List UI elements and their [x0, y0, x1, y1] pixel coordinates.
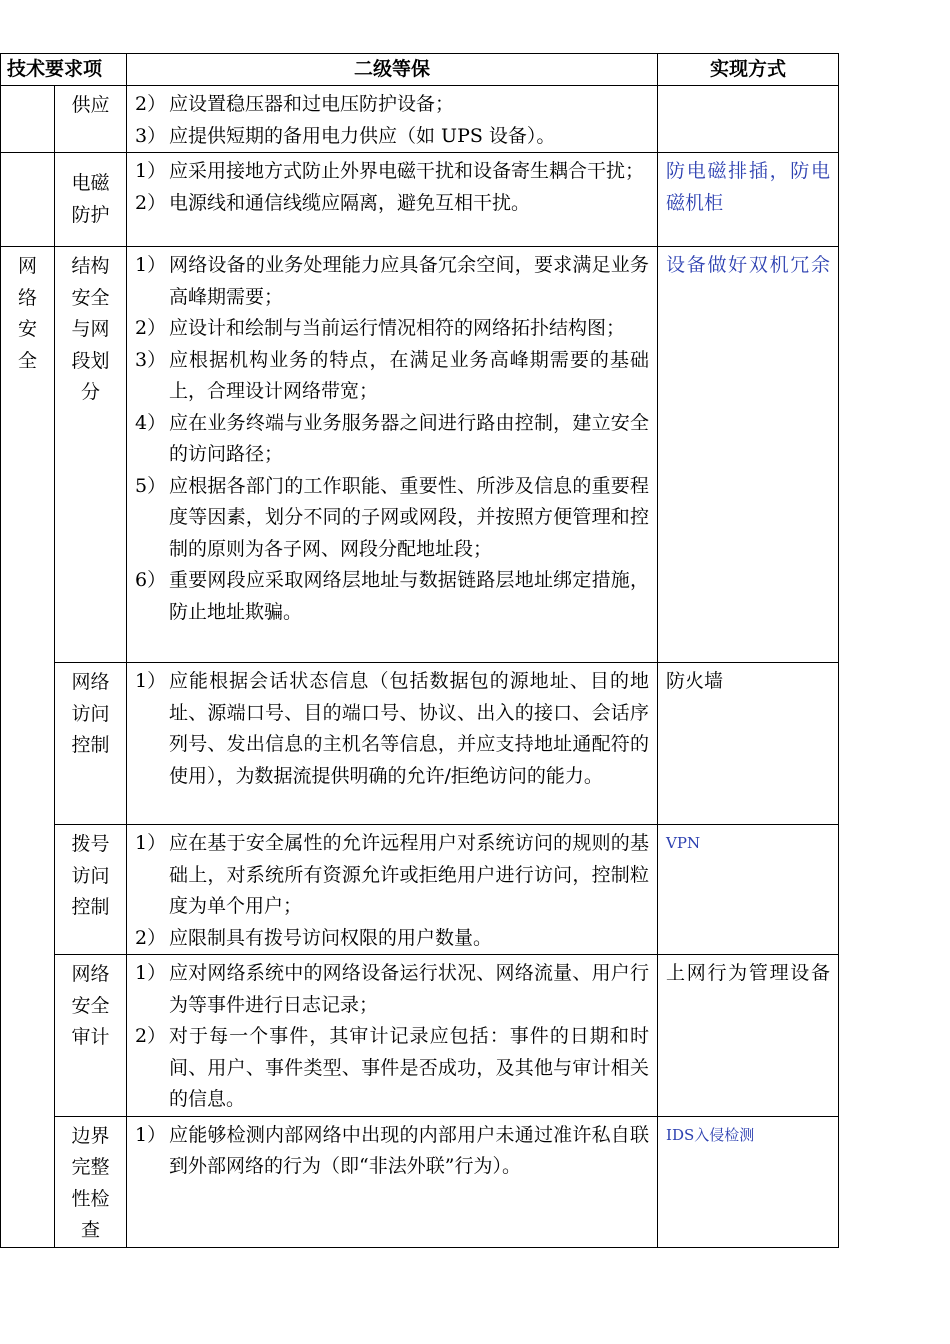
list-item: 6） 重要网段应采取网络层地址与数据链路层地址绑定措施，防止地址欺骗。: [135, 569, 650, 623]
implementation-cell: 防电磁排插，防电磁机柜: [658, 153, 839, 247]
requirements-cell: [127, 1116, 658, 1247]
list-item: 4） 应在业务终端与业务服务器之间进行路由控制，建立安全的访问路径；: [135, 411, 650, 465]
list-item: 1） 网络设备的业务处理能力应具备冗余空间，要求满足业务高峰期需要；: [135, 254, 650, 308]
implementation-cell: 防火墙: [658, 663, 839, 825]
implementation-cell: 上网行为管理设备: [658, 955, 839, 1117]
list-item: 2） 应限制具有拨号访问权限的用户数量。: [135, 926, 493, 949]
requirements-cell: [127, 247, 658, 663]
category-cell-empty: [1, 153, 55, 247]
header-implementation: 实现方式: [658, 54, 839, 86]
list-item: 2） 应设置稳压器和过电压防护设备；: [135, 93, 455, 115]
list-item: 2） 电源线和通信线缆应隔离，避免互相干扰。: [135, 191, 531, 214]
sub-item-cell: 拨号访问控制: [55, 825, 127, 955]
list-item: 3） 应根据机构业务的特点，在满足业务高峰期需要的基础上，合理设计网络带宽；: [135, 348, 650, 402]
list-item: 2） 应设计和绘制与当前运行情况相符的网络拓扑结构图；: [135, 317, 626, 339]
table-header-row: [1, 54, 839, 86]
sub-item-cell: 网络安全审计: [55, 955, 127, 1117]
table-row: [1, 247, 839, 663]
category-label: 网络安全: [18, 255, 38, 372]
requirements-table: [0, 53, 839, 1248]
implementation-cell: VPN: [658, 825, 839, 955]
table-row: [1, 1116, 839, 1247]
sub-item-cell: 供应: [55, 86, 127, 153]
header-level2: 二级等保: [127, 54, 658, 86]
list-item: 3） 应提供短期的备用电力供应（如 UPS 设备）。: [135, 124, 556, 147]
header-requirement: 技术要求项: [1, 54, 127, 86]
requirements-cell: [127, 86, 658, 153]
list-item: 2） 对于每一个事件，其审计记录应包括：事件的日期和时间、用户、事件类型、事件是否成功，及其他与审计相关的信息。: [135, 1025, 650, 1110]
list-item: 1） 应能够检测内部网络中出现的内部用户未通过准许私自联到外部网络的行为（即“非法外联”行为）。: [135, 1123, 650, 1177]
list-item: 1） 应采用接地方式防止外界电磁干扰和设备寄生耦合干扰；: [135, 160, 645, 182]
requirements-cell: [127, 153, 658, 247]
sub-item-cell: 网络访问控制: [55, 663, 127, 825]
implementation-cell: 设备做好双机冗余: [658, 247, 839, 663]
category-cell-empty: [1, 86, 55, 153]
category-cell: [1, 247, 55, 1248]
list-item: 1） 应对网络系统中的网络设备运行状况、网络流量、用户行为等事件进行日志记录；: [135, 962, 650, 1016]
table-row: [1, 86, 839, 153]
table-row: [1, 153, 839, 247]
sub-item-cell: 结构安全与网段划分: [55, 247, 127, 663]
sub-item-cell: 边界完整性检查: [55, 1116, 127, 1247]
list-item: 5） 应根据各部门的工作职能、重要性、所涉及信息的重要程度等因素，划分不同的子网或网段，并按照方便管理和控制的原则为各子网、网段分配地址段；: [135, 474, 650, 560]
implementation-cell: IDS入侵检测: [658, 1116, 839, 1247]
table-row: [1, 663, 839, 825]
implementation-cell: [658, 86, 839, 153]
list-item: 1） 应在基于安全属性的允许远程用户对系统访问的规则的基础上，对系统所有资源允许或拒绝用户进行访问，控制粒度为单个用户；: [135, 832, 650, 917]
table-row: [1, 825, 839, 955]
table-row: [1, 955, 839, 1117]
requirements-cell: [127, 955, 658, 1117]
sub-item-cell: 电磁防护: [55, 153, 127, 247]
list-item: 1） 应能根据会话状态信息（包括数据包的源地址、目的地址、源端口号、目的端口号、协议、出入的接口、会话序列号、发出信息的主机名等信息，并应支持地址通配符的使用），为数据流提供明确的允许/拒绝访问的能力。: [135, 670, 650, 787]
requirements-cell: [127, 825, 658, 955]
requirements-cell: [127, 663, 658, 825]
